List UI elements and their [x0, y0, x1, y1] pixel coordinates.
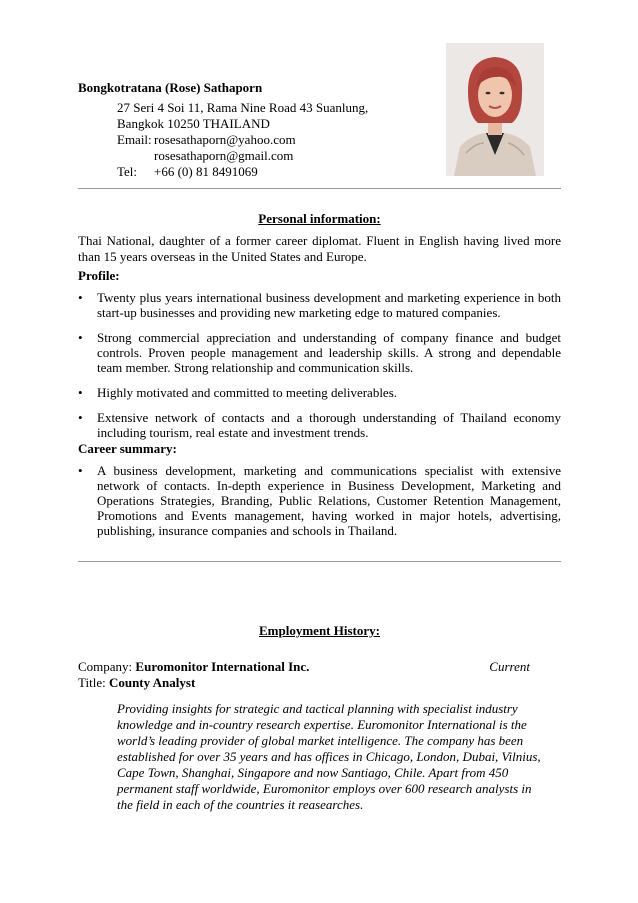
divider-middle — [78, 561, 561, 562]
list-item: • Strong commercial appreciation and understanding of company finance and budget controls. Proven people management and leadership skills. A strong and dependable team member. Strong relationship and communication skills. — [78, 330, 561, 375]
candidate-name: Bongkotratana (Rose) Sathaporn — [78, 80, 263, 95]
career-heading: Career summary: — [78, 441, 177, 456]
divider-top — [78, 188, 561, 189]
list-item: • Extensive network of contacts and a thorough understanding of Thailand economy including tourism, real estate and investment trends. — [78, 410, 561, 440]
bullet-glyph: • — [78, 290, 83, 305]
personal-info-text: Thai National, daughter of a former career diplomat. Fluent in English having lived more than 15 years overseas in the United States and Europe. — [78, 233, 561, 264]
job-title-line — [78, 675, 195, 691]
address-line-1: 27 Seri 4 Soi 11, Rama Nine Road 43 Suanlung, — [117, 100, 369, 115]
employment-status: Current — [489, 659, 530, 674]
company-line — [78, 659, 530, 675]
career-list — [78, 463, 561, 538]
company-label: Company: — [78, 659, 136, 674]
bullet-glyph: • — [78, 385, 83, 400]
profile-photo — [446, 43, 544, 176]
job-title-label: Title: — [78, 675, 109, 690]
email-primary[interactable]: rosesathaporn@yahoo.com — [154, 132, 296, 147]
list-item: • Twenty plus years international business development and marketing experience in both start-up businesses and providing new marketing edge to matured companies. — [78, 290, 561, 320]
contact-block — [117, 100, 368, 180]
bullet-glyph: • — [78, 410, 83, 425]
portrait-illustration — [446, 43, 544, 176]
employment-history-title: Employment History: — [259, 623, 380, 638]
tel-label: Tel: — [117, 164, 138, 179]
profile-heading: Profile: — [78, 268, 120, 283]
bullet-glyph: • — [78, 330, 83, 345]
job-title: County Analyst — [108, 675, 196, 690]
email-row — [117, 132, 368, 148]
company-description: Providing insights for strategic and tactical planning with specialist industry knowledge and in-country research expertise. Euromonitor International is the world’s leading provider of global market intelligence. The company has been established for over 35 years and has offices in Chicago, London, Dubai, Vilnius, Cape Town, Shanghai, Singapore and now Santiago, Chile. Apart from 450 permanent staff worldwide, Euromonitor employs over 600 research analysts in the field in each of the countries it reasearches. — [117, 701, 541, 812]
list-item: • Highly motivated and committed to meeting deliverables. — [78, 385, 398, 400]
list-item: • A business development, marketing and communications specialist with extensive network of contacts. In-depth experience in Business Development, Marketing and Operations Strategies, Branding, Public Relations, Customer Retention Management, Promotions and Events management, having worked in major hotels, advertising, publishing, insurance companies and schools in Thailand. — [78, 463, 561, 538]
email-secondary[interactable]: rosesathaporn@gmail.com — [154, 148, 294, 163]
bullet-glyph: • — [78, 463, 83, 478]
personal-info-title: Personal information: — [258, 211, 381, 226]
tel-row — [117, 164, 368, 180]
tel-number: +66 (0) 81 8491069 — [154, 164, 258, 179]
email-label: Email: — [117, 132, 152, 147]
company-name: Euromonitor International Inc. — [135, 659, 310, 674]
profile-list — [78, 290, 561, 440]
address-line-2: Bangkok 10250 THAILAND — [117, 116, 270, 131]
